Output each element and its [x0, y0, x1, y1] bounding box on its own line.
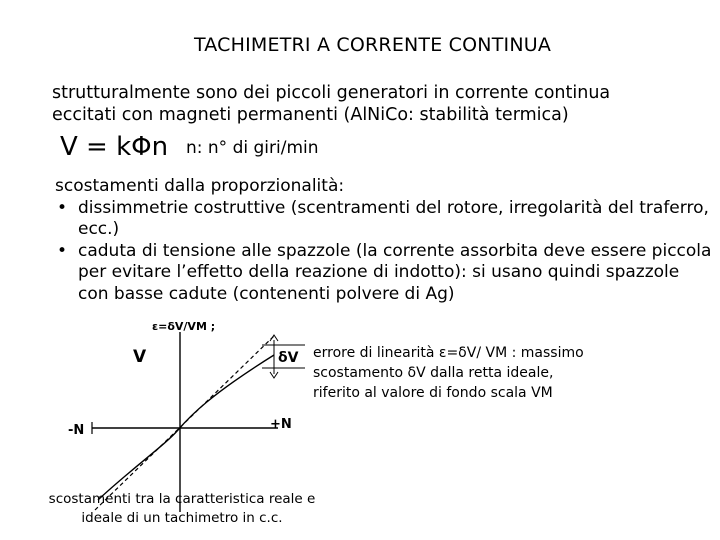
graph-formula-label: ε=δV/VM ;	[152, 320, 216, 333]
error-note-line-2: scostamento δV dalla retta ideale,	[313, 365, 554, 381]
pos-n-label: +N	[270, 417, 292, 432]
deviations-heading: scostamenti dalla proporzionalità:	[55, 176, 345, 196]
error-note-line-1: errore di linearità ε=δV/ VM : massimo	[313, 345, 584, 361]
page-title: TACHIMETRI A CORRENTE CONTINUA	[193, 34, 552, 56]
bullet: •	[57, 240, 68, 261]
bullet: •	[57, 197, 68, 218]
formula-note: n: n° di giri/min	[186, 138, 319, 158]
neg-n-label: -N	[68, 423, 85, 438]
deviation-item-text: dissimmetrie costruttive (scentramenti del rotore, irregolarità del traferro, ecc.)	[78, 197, 709, 240]
caption-line-1: scostamenti tra la caratteristica reale e	[48, 491, 316, 507]
error-note-line-3: riferito al valore di fondo scala VM	[313, 385, 553, 401]
intro-line-1: strutturalmente sono dei piccoli generatori in corrente continua	[52, 83, 611, 103]
y-axis-label: V	[133, 347, 147, 367]
dv-label: δV	[278, 350, 299, 366]
formula: V = kΦn	[60, 132, 169, 162]
graph-caption	[24, 490, 340, 528]
caption-line-2: ideale di un tachimetro in c.c.	[81, 510, 283, 526]
linearity-error-note	[313, 343, 653, 403]
intro-line-2: eccitati con magneti permanenti (AlNiCo: stabilità termica)	[52, 105, 569, 125]
deviation-item-text: caduta di tensione alle spazzole (la corrente assorbita deve essere piccola per evitare l’effetto della reazione di indotto): si usano quindi spazzole con basse cadute (contenenti polvere di Ag)	[78, 240, 712, 304]
